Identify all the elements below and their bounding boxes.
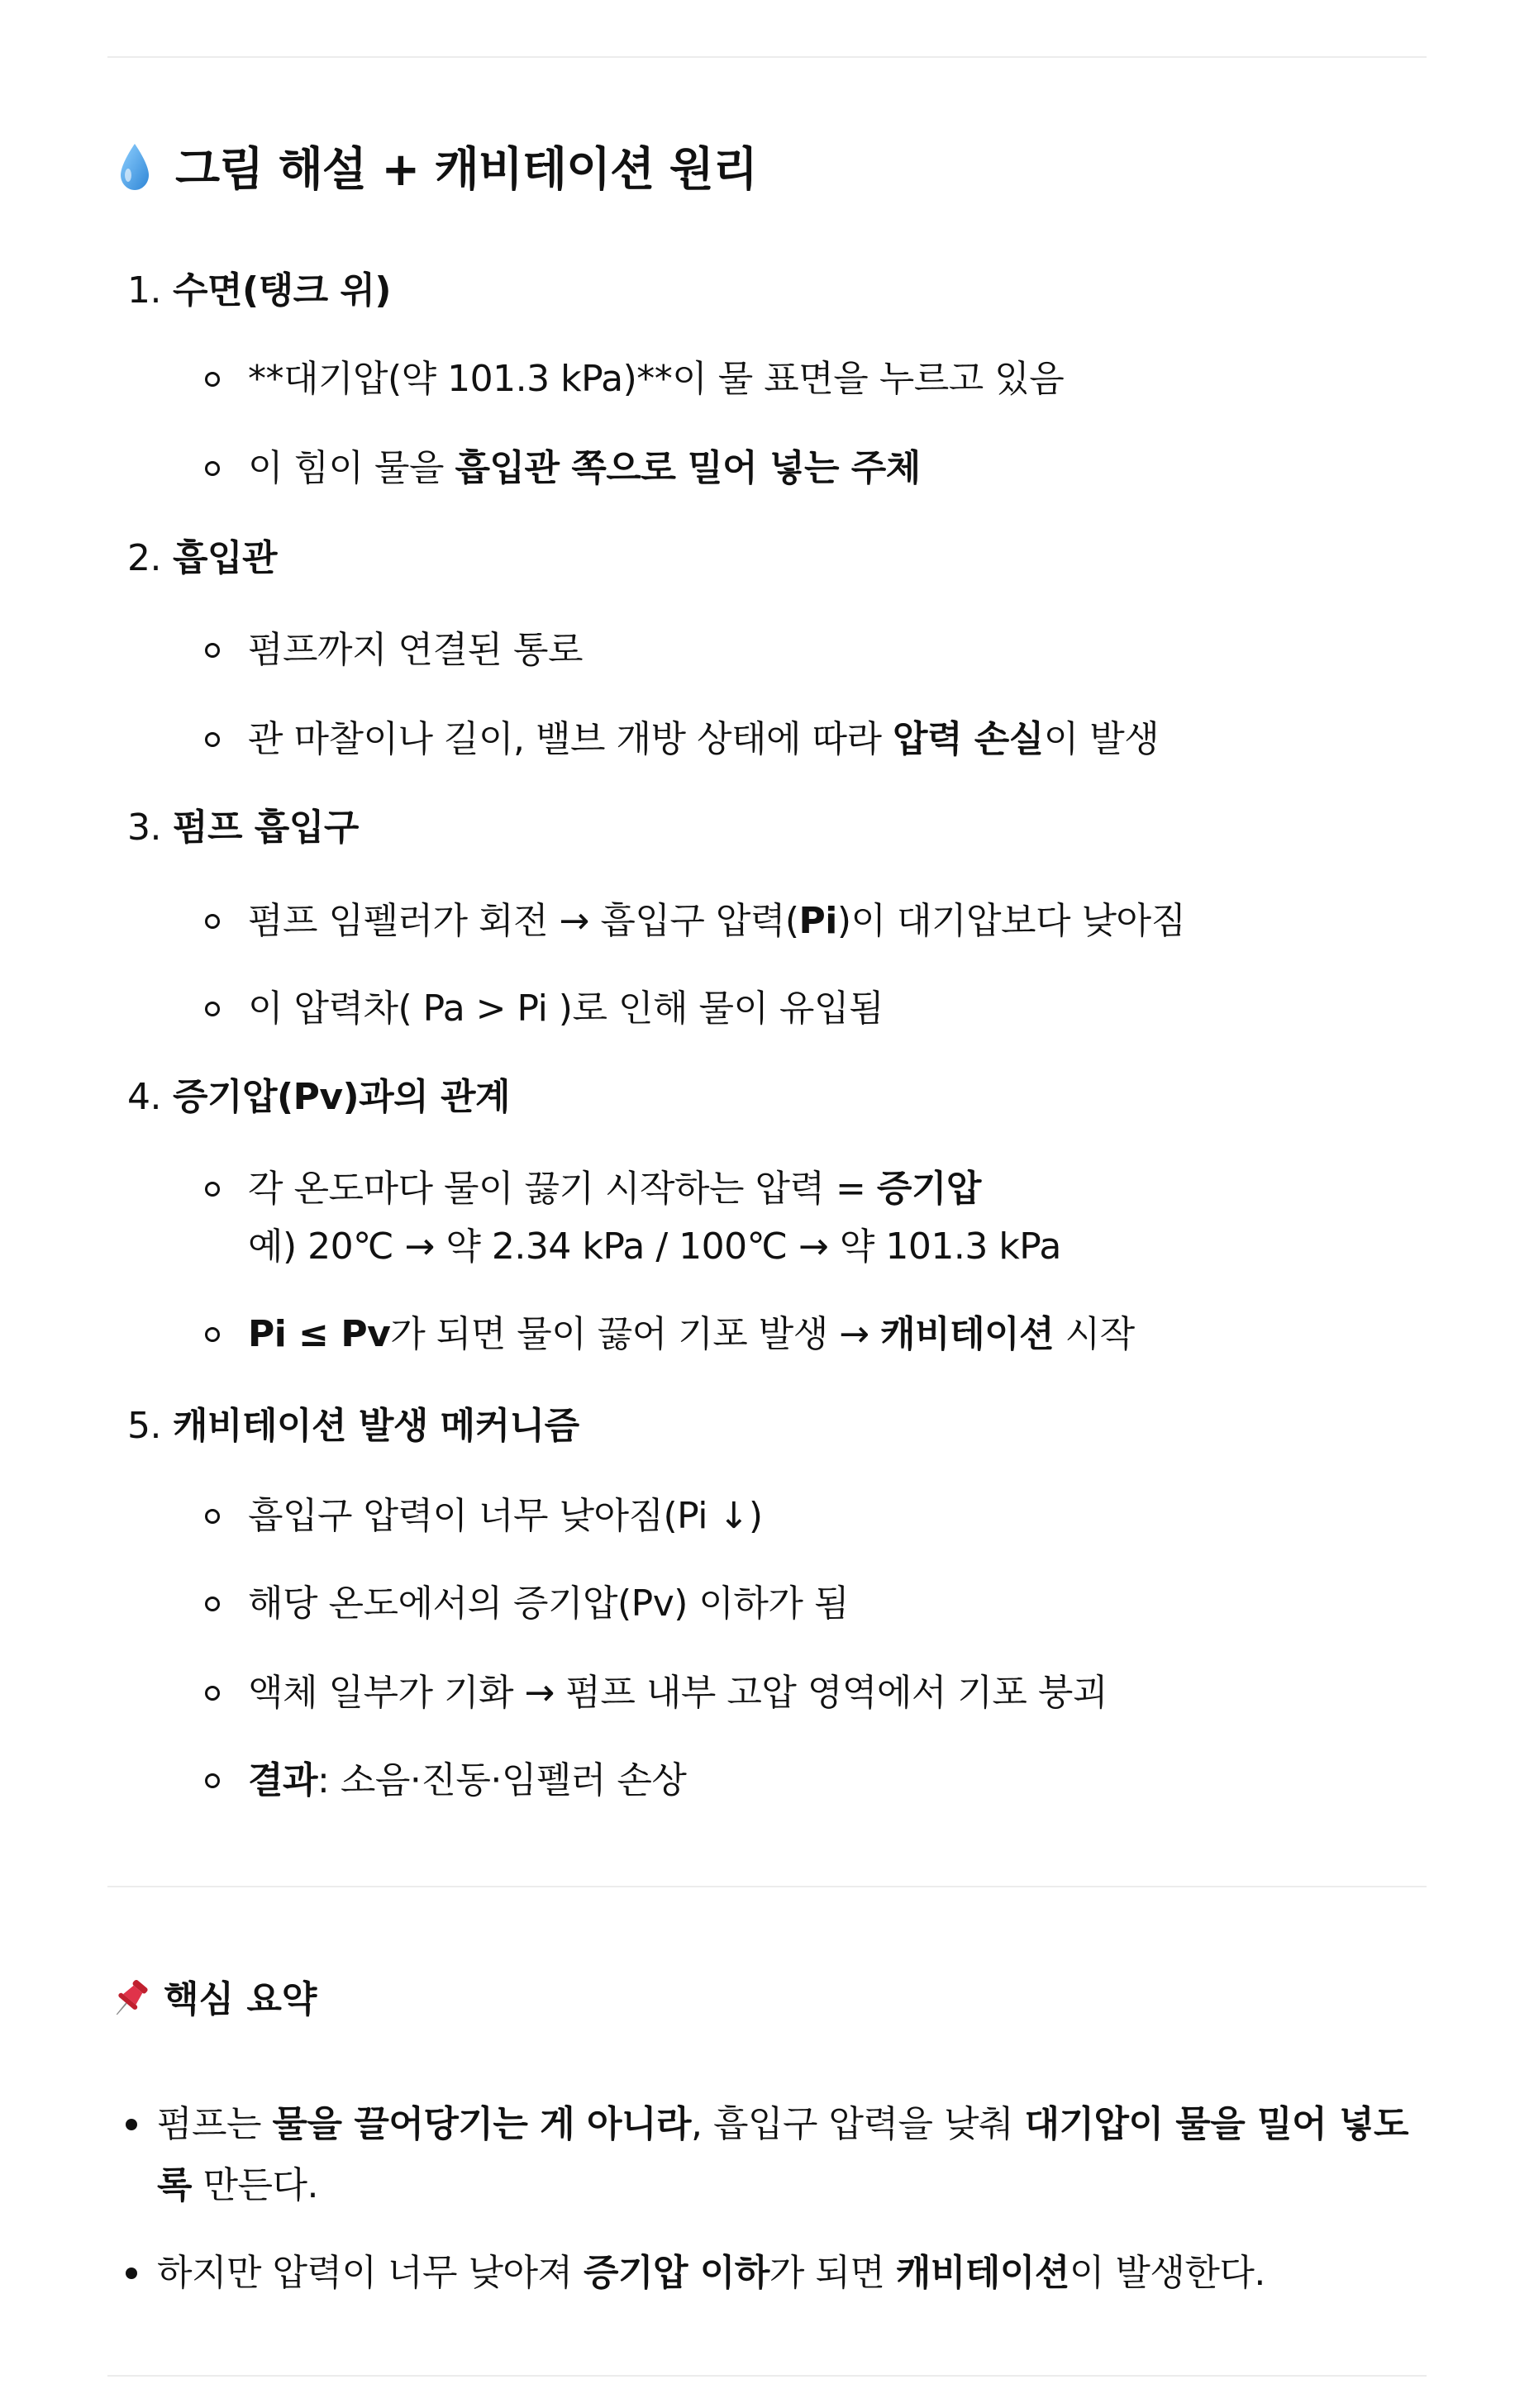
hollow-bullet-icon xyxy=(205,372,220,387)
hollow-bullet-icon xyxy=(205,461,220,476)
water-drop-icon xyxy=(117,142,152,192)
hollow-bullet-icon xyxy=(205,1002,220,1016)
hollow-bullet-icon xyxy=(205,732,220,747)
filled-bullet-icon xyxy=(126,2119,137,2130)
step-title-text: 수면(탱크 위) xyxy=(172,269,392,312)
hollow-bullet-icon xyxy=(205,1182,220,1197)
sub-item xyxy=(248,1664,1108,1722)
text-run: : 소음·진동·임펠러 손상 xyxy=(317,1759,687,1801)
hollow-bullet-icon xyxy=(205,1686,220,1701)
text-run: 펌프까지 연결된 통로 xyxy=(248,629,584,671)
sub-item xyxy=(248,350,1064,408)
text-run: 해당 온도에서의 증기압(Pv) 이하가 됨 xyxy=(248,1582,849,1625)
sub-item xyxy=(248,1306,1135,1363)
summary-item xyxy=(157,2094,1430,2216)
hollow-bullet-icon xyxy=(205,1773,220,1788)
step-number: 4. xyxy=(127,1076,161,1118)
bold-text: 캐비테이션 xyxy=(880,1313,1055,1355)
step-title-text: 흡입관 xyxy=(172,537,277,579)
text-run: 이 발생한다. xyxy=(1069,2252,1265,2294)
bold-text: Pi xyxy=(798,900,837,942)
step-number: 2. xyxy=(127,537,161,579)
sub-item xyxy=(248,892,1186,950)
step-title xyxy=(127,1401,579,1451)
heading-text: 그림 해설 + 캐비테이션 원리 xyxy=(175,143,757,197)
bold-text: 결과 xyxy=(248,1759,318,1801)
text-run: 가 되면 xyxy=(769,2252,896,2294)
hollow-bullet-icon xyxy=(205,1597,220,1611)
bold-text: 대기압이 물을 밀어 넣도록 xyxy=(157,2103,1408,2206)
sub-item xyxy=(248,621,583,679)
step-title-text: 펌프 흡입구 xyxy=(172,807,359,849)
text-run: 시작 xyxy=(1054,1313,1135,1355)
bold-text: 흡입관 쪽으로 밀어 넣는 주체 xyxy=(455,447,921,489)
hollow-bullet-icon xyxy=(205,643,220,658)
sub-item xyxy=(248,711,1159,769)
text-run: 하지만 압력이 너무 낮아져 xyxy=(157,2252,584,2294)
hollow-bullet-icon xyxy=(205,1509,220,1524)
step-title xyxy=(127,266,391,316)
text-run: 펌프는 xyxy=(157,2103,273,2145)
bold-text: Pi ≤ Pv xyxy=(248,1313,391,1355)
sub-item-continuation: 예) 20℃ → 약 2.34 kPa / 100℃ → 약 101.3 kPa xyxy=(248,1225,1061,1268)
text-run: 만든다. xyxy=(192,2164,318,2206)
filled-bullet-icon xyxy=(126,2268,137,2279)
step-number: 1. xyxy=(127,269,161,312)
bold-text: 증기압 xyxy=(876,1168,981,1210)
sub-item xyxy=(248,1160,981,1218)
divider-middle xyxy=(107,1886,1427,1887)
step-title xyxy=(127,803,359,853)
pushpin-icon xyxy=(107,1975,154,2021)
bold-text: 증기압 이하 xyxy=(584,2252,769,2294)
sub-item xyxy=(248,440,921,497)
bold-text: 물을 끌어당기는 게 아니라 xyxy=(272,2103,691,2145)
section-heading xyxy=(117,139,757,202)
text-run: 액체 일부가 기화 → 펌프 내부 고압 영역에서 기포 붕괴 xyxy=(248,1672,1108,1714)
text-run: 이 발생 xyxy=(1043,718,1160,760)
sub-item xyxy=(248,1487,762,1545)
step-title xyxy=(127,534,277,583)
text-run: 흡입구 압력이 너무 낮아짐(Pi ↓) xyxy=(248,1495,763,1537)
summary-title-text: 핵심 요약 xyxy=(164,1978,317,2020)
text-run: 이 힘이 물을 xyxy=(248,447,455,489)
divider-bottom xyxy=(107,2375,1427,2377)
step-title-text: 캐비테이션 발생 메커니즘 xyxy=(172,1405,579,1447)
summary-heading xyxy=(107,1975,317,2025)
hollow-bullet-icon xyxy=(205,914,220,929)
step-number: 5. xyxy=(127,1405,161,1447)
step-title xyxy=(127,1073,510,1122)
text-run: 이 압력차( Pa > Pi )로 인해 물이 유입됨 xyxy=(248,987,884,1030)
text-run: , 흡입구 압력을 낮춰 xyxy=(691,2103,1025,2145)
text-run: )이 대기압보다 낮아짐 xyxy=(836,900,1186,942)
text-run: 관 마찰이나 길이, 밸브 개방 상태에 따라 xyxy=(248,718,893,760)
sub-item xyxy=(248,1752,686,1810)
text-run: 각 온도마다 물이 끓기 시작하는 압력 = xyxy=(248,1168,877,1210)
bold-text: 캐비테이션 xyxy=(895,2252,1070,2294)
text-run: **대기압(약 101.3 kPa)**이 물 표면을 누르고 있음 xyxy=(248,358,1065,400)
step-title-text: 증기압(Pv)과의 관계 xyxy=(172,1076,510,1118)
divider-top xyxy=(107,56,1427,58)
step-number: 3. xyxy=(127,807,161,849)
summary-item xyxy=(157,2243,1430,2304)
text-run: 펌프 임펠러가 회전 → 흡입구 압력( xyxy=(248,900,799,942)
bold-text: 압력 손실 xyxy=(892,718,1044,760)
hollow-bullet-icon xyxy=(205,1327,220,1342)
text-run: 가 되면 물이 끓어 기포 발생 → xyxy=(390,1313,881,1355)
sub-item xyxy=(248,980,884,1038)
sub-item xyxy=(248,1575,849,1633)
